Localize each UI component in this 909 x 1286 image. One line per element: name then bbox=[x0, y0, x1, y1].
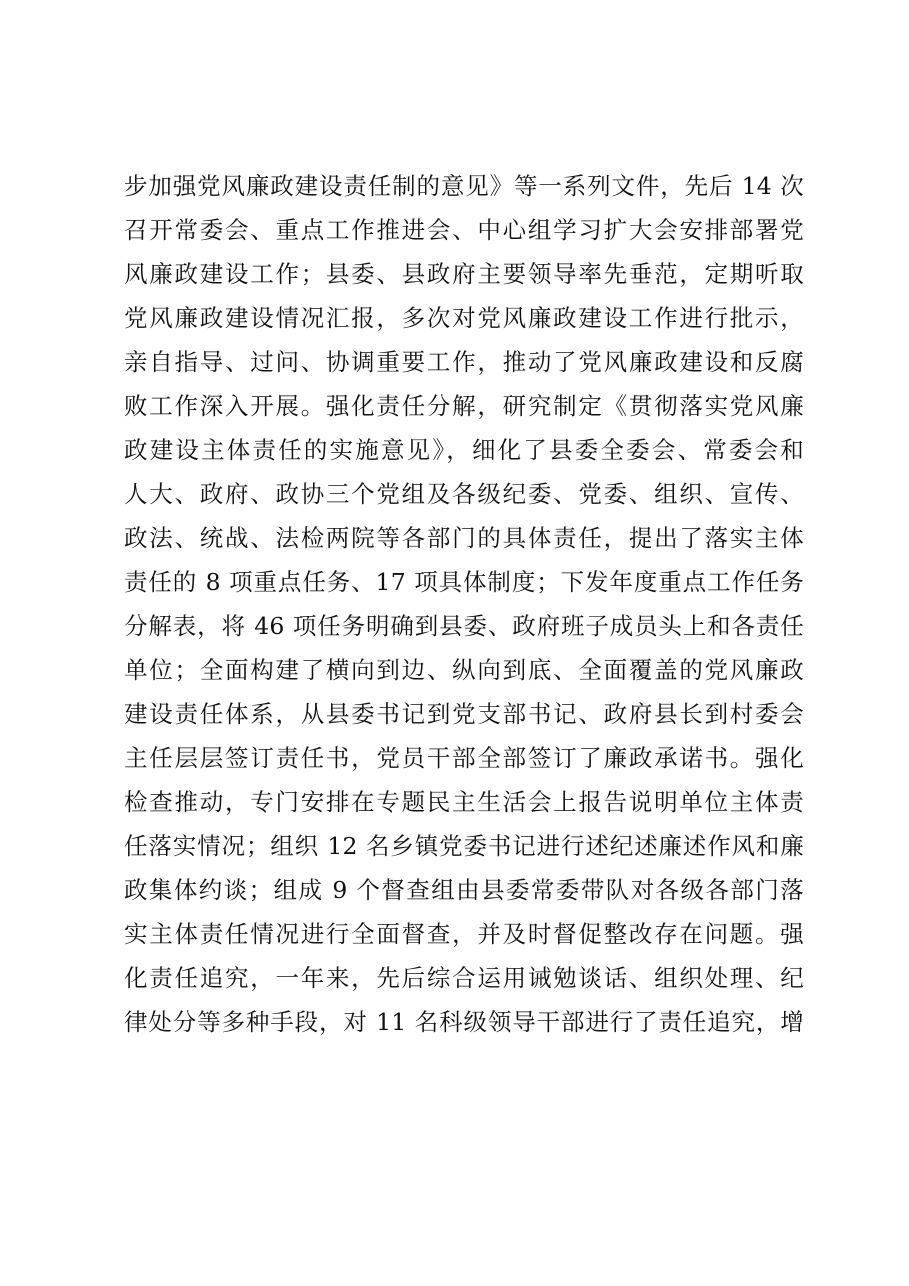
text-line: 亲自指导、过问、协调重要工作，推动了党风廉政建设和反腐 bbox=[124, 348, 804, 376]
body-paragraph bbox=[124, 164, 804, 1044]
text-line: 律处分等多种手段，对 11 名科级领导干部进行了责任追究，增 bbox=[124, 1008, 804, 1036]
text-line: 人大、政府、政协三个党组及各级纪委、党委、组织、宣传、 bbox=[124, 480, 804, 508]
text-line: 单位；全面构建了横向到边、纵向到底、全面覆盖的党风廉政 bbox=[124, 656, 804, 684]
text-line: 实主体责任情况进行全面督查，并及时督促整改存在问题。强 bbox=[124, 920, 804, 948]
text-line: 政法、统战、法检两院等各部门的具体责任，提出了落实主体 bbox=[124, 524, 804, 552]
text-line: 任落实情况；组织 12 名乡镇党委书记进行述纪述廉述作风和廉 bbox=[124, 832, 804, 860]
text-line: 分解表，将 46 项任务明确到县委、政府班子成员头上和各责任 bbox=[124, 612, 804, 640]
text-line: 化责任追究，一年来，先后综合运用诫勉谈话、组织处理、纪 bbox=[124, 964, 804, 992]
text-line: 败工作深入开展。强化责任分解，研究制定《贯彻落实党风廉 bbox=[124, 392, 804, 420]
text-line: 风廉政建设工作；县委、县政府主要领导率先垂范，定期听取 bbox=[124, 260, 804, 288]
text-line: 步加强党风廉政建设责任制的意见》等一系列文件，先后 14 次 bbox=[124, 172, 804, 200]
text-line: 检查推动，专门安排在专题民主生活会上报告说明单位主体责 bbox=[124, 788, 804, 816]
text-line: 建设责任体系，从县委书记到党支部书记、政府县长到村委会 bbox=[124, 700, 804, 728]
text-line: 政集体约谈；组成 9 个督查组由县委常委带队对各级各部门落 bbox=[124, 876, 804, 904]
text-line: 主任层层签订责任书，党员干部全部签订了廉政承诺书。强化 bbox=[124, 744, 804, 772]
text-line: 召开常委会、重点工作推进会、中心组学习扩大会安排部署党 bbox=[124, 216, 804, 244]
text-line: 党风廉政建设情况汇报，多次对党风廉政建设工作进行批示， bbox=[124, 304, 804, 332]
text-line: 政建设主体责任的实施意见》，细化了县委全委会、常委会和 bbox=[124, 436, 804, 464]
text-line: 责任的 8 项重点任务、17 项具体制度；下发年度重点工作任务 bbox=[124, 568, 804, 596]
